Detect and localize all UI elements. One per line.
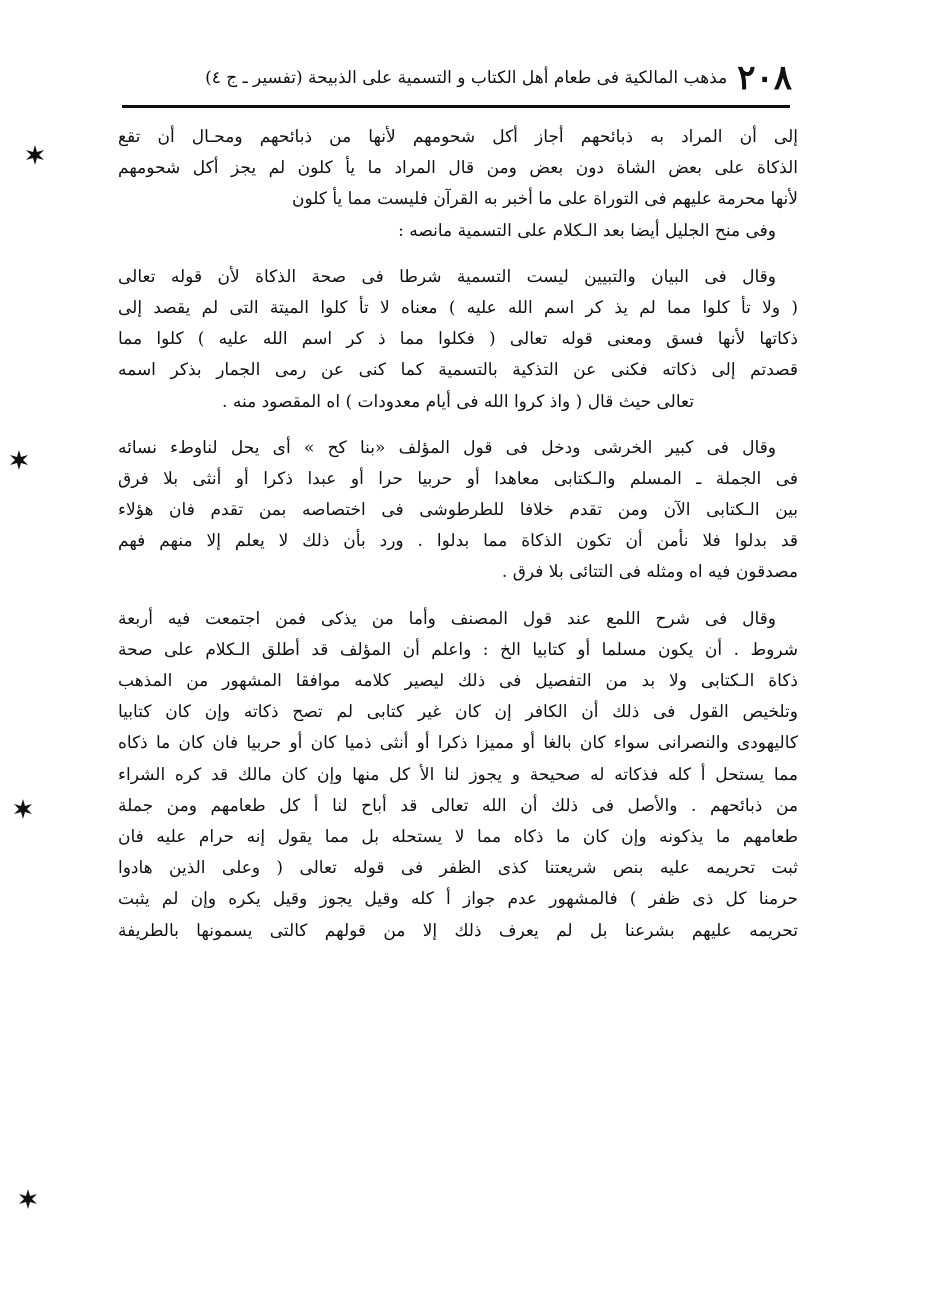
body-text <box>118 122 798 947</box>
text-line: ذكاة الـكتابى ولا بد من التفصيل فى ذلك ليصير كلامه موافقا المشهور من المذهب <box>118 671 798 691</box>
text-line: شروط . أن يكون مسلما أو كتابيا الخ : واعلم أن المؤلف قد أطلق الـكلام على صحة <box>118 639 798 660</box>
text-line: بين الـكتابى الآن ومن تقدم خلافا للطرطوشى فى اختصاصه بمن تقدم فان هؤلاء <box>118 500 798 521</box>
header-title: مذهب المالكية فى طعام أهل الكتاب و التسمية على الذبيحة (تفسير ـ ج ٤) <box>205 67 728 88</box>
star-asterisk-icon <box>23 143 47 167</box>
page-number: ٢٠٨ <box>737 58 792 98</box>
running-header <box>120 58 792 98</box>
text-line: ثبت تحريمه عليه بنص شريعتنا كذى الظفر فى قوله تعالى ( وعلى الذين هادوا <box>118 858 798 879</box>
text-line: تحريمه عليهم بشرعنا بل لم يعرف ذلك إلا من قولهم كالتى يسمونها بالطريفة <box>118 920 798 941</box>
star-asterisk-icon <box>11 797 35 821</box>
paragraph-gap <box>118 247 798 262</box>
text-line: الذكاة على بعض الشاة دون بعض ومن قال المراد ما يأ كلون لم يجز أكل شحومهم <box>118 158 798 179</box>
paragraph-gap <box>118 589 798 604</box>
text-line: ( ولا تأ كلوا مما لم يذ كر اسم الله عليه ) معناه لا تأ كلوا الميتة التى لم يقصد إلى <box>118 297 798 318</box>
text-line: وقال فى كبير الخرشى ودخل فى قول المؤلف «بنا كح » أى يحل لناوطء نسائه <box>118 437 776 458</box>
text-line: فى الجملة ـ المسلم والـكتابى معاهدا أو حربيا حرا أو عبدا ذكرا أو أنثى بلا فرق <box>118 468 798 489</box>
text-line: لأنها محرمة عليهم فى التوراة على ما أخبر به القرآن فليست مما يأ كلون <box>291 189 798 210</box>
text-line: من ذبائحهم . والأصل فى ذلك أن الله تعالى قد أباح لنا أ كل طعامهم ومن جملة <box>118 795 798 816</box>
text-line: مصدقون فيه اه ومثله فى التتائى بلا فرق . <box>501 562 798 583</box>
header-rule <box>122 105 790 108</box>
star-asterisk-icon <box>16 1187 40 1211</box>
text-line: ذكاتها لأنها فسق ومعنى قوله تعالى ( فكلوا مما ذ كر اسم الله عليه ) كلوا مما <box>118 329 798 350</box>
text-line: مما يستحل أ كله فذكاته له صحيحة و يجوز لنا الأ كل منها وإن كان مالك قد كره الشراء <box>118 764 798 785</box>
text-line: وفى منح الجليل أيضا بعد الـكلام على التسمية مانصه : <box>398 220 776 241</box>
text-line: وتلخيص القول فى ذلك أن الكافر إن كان غير كتابى لم تصح ذكاته وإن كان كتابيا <box>118 702 798 723</box>
text-line: كاليهودى والنصرانى سواء كان بالغا أو مميزا ذكرا أو أنثى ذميا كان أو حربيا فان كان ما ذكاه <box>118 733 798 754</box>
text-line: طعامهم ما يذكونه وإن كان ما ذكاه مما لا يستحله بل مما يقول إنه حرام عليه فان <box>118 826 798 847</box>
text-line: قد بدلوا فلا نأمن أن تكون الذكاة مما بدلوا . ورد بأن ذلك لا يعلم إلا منهم فهم <box>118 531 798 552</box>
text-line: تعالى حيث قال ( واذ كروا الله فى أيام معدودات ) اه المقصود منه . <box>222 391 694 412</box>
paragraph-gap <box>118 418 798 433</box>
text-line: وقال فى البيان والتبيين ليست التسمية شرطا فى صحة الذكاة لأن قوله تعالى <box>118 266 776 287</box>
text-line: وقال فى شرح اللمع عند قول المصنف وأما من يذكى فمن اجتمعت فيه أربعة <box>118 608 776 629</box>
star-asterisk-icon <box>7 448 31 472</box>
text-line: حرمنا كل ذى ظفر ) فالمشهور عدم جواز أ كله وقيل يجوز وقيل يكره وإن لم يثبت <box>118 889 798 910</box>
text-line: إلى أن المراد به ذبائحهم أجاز أكل شحومهم لأنها من ذبائحهم ومحـال أن تقع <box>118 127 798 147</box>
text-line: قصدتم إلى ذكاته فكنى عن التذكية بالتسمية كما كنى عن رمى الجمار بذكر اسمه <box>118 360 798 381</box>
